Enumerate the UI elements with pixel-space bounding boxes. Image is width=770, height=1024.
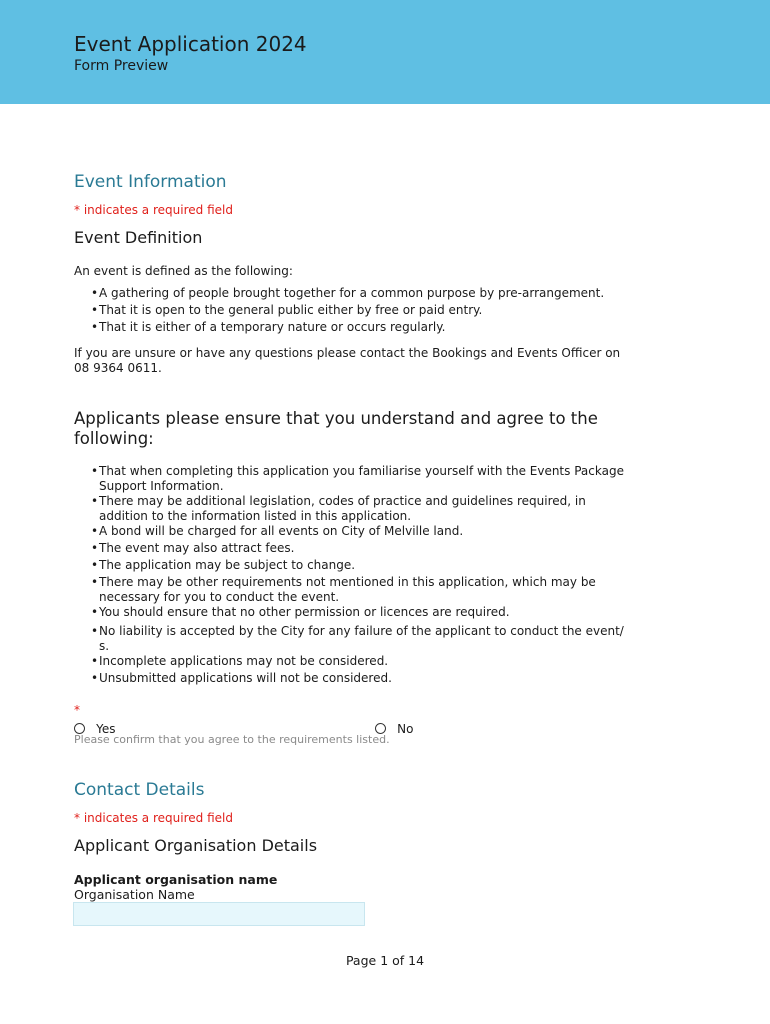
definition-list [74,286,674,335]
section-title-event-information: Event Information [74,172,227,192]
list-item: • You should ensure that no other permission or licences are required. [74,605,674,620]
list-item: • A bond will be charged for all events on City of Melville land. [74,524,674,539]
radio-yes-label: Yes [96,722,116,736]
org-name-label: Organisation Name [74,887,195,902]
org-name-input[interactable] [73,902,365,926]
list-item: • Unsubmitted applications will not be considered. [74,671,674,686]
confirm-hint: Please confirm that you agree to the requirements listed. [74,733,390,746]
org-details-heading: Applicant Organisation Details [74,836,318,855]
agree-heading: Applicants please ensure that you understand and agree to the following: [74,409,598,448]
list-item: • That it is open to the general public either by free or paid entry. [74,303,674,318]
required-field-note: * indicates a required field [74,203,233,217]
org-name-question: Applicant organisation name [74,872,278,887]
page-title: Event Application 2024 [74,32,307,56]
agree-list [74,464,674,686]
list-item: • The event may also attract fees. [74,541,674,556]
list-item: • There may be additional legislation, codes of practice and guidelines required, in addition to the information listed in this application. [74,494,674,524]
definition-intro: An event is defined as the following: [74,264,293,278]
required-field-note-contact: * indicates a required field [74,811,233,825]
list-item: • That when completing this application you familiarise yourself with the Events Package Support Information. [74,464,674,494]
radio-no-label: No [397,722,414,736]
section-title-contact-details: Contact Details [74,780,205,800]
list-item: • The application may be subject to change. [74,558,674,573]
list-item: • No liability is accepted by the City for any failure of the applicant to conduct the event/ s. [74,624,674,654]
list-item: • A gathering of people brought together for a common purpose by pre-arrangement. [74,286,674,301]
contact-officer-text: If you are unsure or have any questions please contact the Bookings and Events Officer on 08 9364 0611. [74,346,621,375]
event-definition-heading: Event Definition [74,228,203,247]
list-item: • There may be other requirements not mentioned in this application, which may be necessary for you to conduct the event. [74,575,674,605]
page-number: Page 1 of 14 [345,953,425,968]
list-item: • Incomplete applications may not be considered. [74,654,674,669]
header-banner [0,0,770,104]
page-subtitle: Form Preview [74,58,169,74]
required-star: * [74,703,80,717]
list-item: • That it is either of a temporary nature or occurs regularly. [74,320,674,335]
